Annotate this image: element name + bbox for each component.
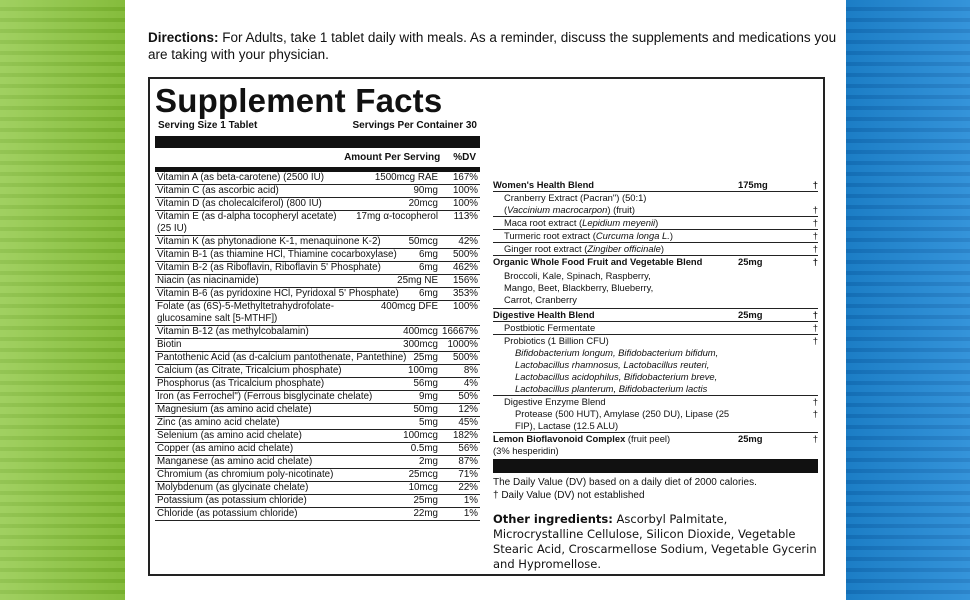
nutrient-row (155, 404, 480, 417)
nutrient-row (155, 249, 480, 262)
nutrient-dv: 100% (452, 198, 478, 209)
nutrient-row (155, 482, 480, 495)
divider-bar-bottom (493, 459, 818, 473)
nutrient-amount: 50mcg (408, 236, 438, 247)
nutrient-name: Chromium (as chromium poly-nicotinate) (157, 469, 334, 480)
nutrient-amount: 9mg (418, 391, 438, 402)
supplement-facts-panel (148, 77, 825, 576)
blend-row-womens: Women's Health Blend 175mg † (493, 179, 818, 190)
nutrient-row (155, 275, 480, 288)
blend-item-cranberry-source: (Vaccinium macrocarpon) (fruit) † (493, 204, 818, 217)
nutrient-name: Pantothenic Acid (as d-calcium pantothenate, Pantethine) (157, 352, 407, 363)
nutrient-name: Vitamin A (as beta-carotene) (2500 IU) (157, 172, 324, 183)
nutrient-row (155, 456, 480, 469)
nutrient-row (155, 339, 480, 352)
blend-item-probiotics: Probiotics (1 Billion CFU) † (504, 335, 818, 346)
nutrient-name: Calcium (as Citrate, Tricalcium phosphate) (157, 365, 342, 376)
nutrient-name: Vitamin E (as d-alpha tocopheryl acetate) (25 IU) (157, 211, 337, 234)
nutrient-name: Vitamin C (as ascorbic acid) (157, 185, 279, 196)
blend-item-organic-list: Broccoli, Kale, Spinach, Raspberry, Mango, Beet, Blackberry, Blueberry, Carrot, Cranberry (493, 268, 818, 309)
nutrient-row (155, 211, 480, 236)
green-stripe-background (0, 0, 125, 600)
blend-row-lemon: Lemon Bioflavonoid Complex (fruit peel) 25mg † (493, 433, 818, 444)
nutrient-dv: 500% (452, 352, 478, 363)
divider-bar (155, 136, 480, 148)
nutrient-amount: 25mg (413, 495, 438, 506)
nutrient-amount: 300mcg (403, 339, 438, 350)
nutrient-row (155, 198, 480, 211)
nutrient-dv: 113% (453, 211, 478, 222)
serving-info (155, 120, 480, 131)
directions-label: Directions: (148, 30, 219, 45)
nutrient-name: Vitamin D (as cholecalciferol) (800 IU) (157, 198, 322, 209)
nutrient-name: Magnesium (as amino acid chelate) (157, 404, 312, 415)
nutrient-dv: 1% (463, 495, 478, 506)
nutrient-row (155, 301, 480, 326)
nutrient-name: Selenium (as amino acid chelate) (157, 430, 302, 441)
blend-row-lemon-sub: (3% hesperidin) (493, 445, 559, 456)
panel-title: Supplement Facts (155, 82, 443, 119)
nutrient-amount: 100mcg (403, 430, 438, 441)
nutrient-row (155, 508, 480, 521)
nutrient-row (155, 365, 480, 378)
nutrient-dv: 182% (452, 430, 478, 441)
other-ingredients-text: Ascorbyl Palmitate, Microcrystalline Cellulose, Silicon Dioxide, Vegetable Stearic Acid, Croscarmellose Sodium, Vegetable Gycerin and Hypromellose. (493, 512, 817, 571)
nutrient-row (155, 352, 480, 365)
nutrient-name: Niacin (as niacinamide) (157, 275, 259, 286)
nutrient-name: Iron (as Ferrochel") (Ferrous bisglycinate chelate) (157, 391, 373, 402)
blend-item-ginger: Ginger root extract (Zingiber officinale) † (493, 243, 818, 256)
nutrient-list (155, 172, 480, 521)
nutrient-name: Zinc (as amino acid chelate) (157, 417, 280, 428)
nutrient-row (155, 443, 480, 456)
nutrient-name: Folate (as (6S)-5-Methyltetrahydrofolate-glucosamine salt [5-MTHF]) (157, 301, 334, 324)
nutrient-row (155, 495, 480, 508)
nutrient-name: Vitamin K (as phytonadione K-1, menaquinone K-2) (157, 236, 381, 247)
blend-item-postbiotic: Postbiotic Fermentate † (493, 322, 818, 335)
footnote-dv: The Daily Value (DV) based on a daily diet of 2000 calories. (493, 477, 757, 488)
nutrient-amount: 6mg (418, 249, 438, 260)
nutrient-row (155, 172, 480, 185)
nutrient-amount: 1500mcg RAE (374, 172, 438, 183)
nutrient-dv: 45% (458, 417, 478, 428)
nutrient-dv: 22% (458, 482, 478, 493)
other-ingredients (493, 512, 818, 572)
nutrient-dv: 156% (452, 275, 478, 286)
serving-size: Serving Size 1 Tablet (158, 120, 258, 131)
nutrient-row (155, 378, 480, 391)
nutrient-row (155, 326, 480, 339)
nutrient-dv: 100% (452, 301, 478, 312)
blend-item-enzyme: Digestive Enzyme Blend † (504, 396, 818, 407)
footnote-dagger: † Daily Value (DV) not established (493, 490, 645, 501)
nutrient-name: Vitamin B-6 (as pyridoxine HCl, Pyridoxal 5' Phosphate) (157, 288, 399, 299)
nutrient-dv: 1000% (447, 339, 478, 350)
servings-per-container: Servings Per Container 30 (352, 120, 477, 131)
nutrient-amount: 6mg (418, 288, 438, 299)
nutrient-dv: 42% (458, 236, 478, 247)
nutrient-dv: 16667% (442, 326, 478, 337)
nutrient-dv: 1% (463, 508, 478, 519)
directions-body: For Adults, take 1 tablet daily with meals. As a reminder, discuss the supplements and medications you are taking with your physician. (148, 30, 837, 62)
nutrient-amount: 56mg (413, 378, 438, 389)
nutrient-amount: 25mg NE (397, 275, 438, 286)
nutrient-dv: 353% (452, 288, 478, 299)
other-ingredients-label: Other ingredients: (493, 512, 613, 526)
nutrient-dv: 462% (452, 262, 478, 273)
nutrient-name: Vitamin B-12 (as methylcobalamin) (157, 326, 309, 337)
nutrient-name: Copper (as amino acid chelate) (157, 443, 294, 454)
nutrient-dv: 87% (458, 456, 478, 467)
blue-stripe-background (846, 0, 970, 600)
nutrient-amount: 90mg (413, 185, 438, 196)
nutrient-amount: 10mcg (408, 482, 438, 493)
nutrient-row (155, 417, 480, 430)
blend-item-maca: Maca root extract (Lepidium meyenii) † (493, 217, 818, 230)
nutrient-amount: 400mcg DFE (380, 301, 438, 312)
column-headers (155, 148, 480, 172)
nutrient-name: Manganese (as amino acid chelate) (157, 456, 313, 467)
nutrient-amount: 25mcg (408, 469, 438, 480)
blend-item-cranberry: Cranberry Extract (Pacran") (50:1) (504, 192, 647, 203)
nutrient-column (155, 84, 480, 521)
dv-header: %DV (453, 152, 476, 163)
nutrient-amount: 6mg (418, 262, 438, 273)
directions-text (148, 29, 838, 63)
nutrient-name: Vitamin B-2 (as Riboflavin, Riboflavin 5' Phosphate) (157, 262, 381, 273)
nutrient-amount: 5mg (418, 417, 438, 428)
nutrient-amount: 17mg α-tocopherol (356, 211, 438, 222)
nutrient-name: Biotin (157, 339, 182, 350)
nutrient-row (155, 391, 480, 404)
amount-header: Amount Per Serving (344, 152, 441, 163)
nutrient-dv: 8% (463, 365, 478, 376)
nutrient-amount: 20mcg (408, 198, 438, 209)
nutrient-row (155, 262, 480, 275)
nutrient-dv: 12% (458, 404, 478, 415)
nutrient-name: Chloride (as potassium chloride) (157, 508, 298, 519)
nutrient-row (155, 288, 480, 301)
nutrient-name: Potassium (as potassium chloride) (157, 495, 307, 506)
nutrient-row (155, 430, 480, 443)
nutrient-dv: 56% (458, 443, 478, 454)
nutrient-row (155, 236, 480, 249)
blend-item-probiotic-strains: Bifidobacterium longum, Bifidobacterium bifidum, Lactobacillus rhamnosus, Lactobacillus reuteri, Lactobacillus acidophilus, Bifidobacterium breve, Lactobacillus planterum, Bifidobacterium lactis (493, 347, 818, 396)
blend-row-organic: Organic Whole Food Fruit and Vegetable Blend 25mg † (493, 256, 818, 267)
nutrient-amount: 100mg (408, 365, 438, 376)
nutrient-amount: 400mcg (403, 326, 438, 337)
nutrient-dv: 4% (463, 378, 478, 389)
nutrient-dv: 167% (452, 172, 478, 183)
nutrient-name: Phosphorus (as Tricalcium phosphate) (157, 378, 325, 389)
nutrient-name: Vitamin B-1 (as thiamine HCl, Thiamine cocarboxylase) (157, 249, 397, 260)
nutrient-name: Molybdenum (as glycinate chelate) (157, 482, 309, 493)
blend-column (493, 179, 818, 572)
nutrient-amount: 25mg (413, 352, 438, 363)
nutrient-amount: 2mg (418, 456, 438, 467)
nutrient-dv: 71% (458, 469, 478, 480)
nutrient-amount: 0.5mg (410, 443, 438, 454)
blend-row-digestive: Digestive Health Blend 25mg † (493, 309, 818, 320)
nutrient-amount: 22mg (413, 508, 438, 519)
nutrient-dv: 50% (458, 391, 478, 402)
nutrient-row (155, 469, 480, 482)
nutrient-row (155, 185, 480, 198)
nutrient-amount: 50mg (413, 404, 438, 415)
blend-item-turmeric: Turmeric root extract (Curcuma longa L.) † (493, 230, 818, 243)
nutrient-dv: 100% (452, 185, 478, 196)
nutrient-dv: 500% (452, 249, 478, 260)
blend-item-enzyme-list: Protease (500 HUT), Amylase (250 DU), Lipase (25 FIP), Lactase (12.5 ALU) † (493, 408, 818, 433)
